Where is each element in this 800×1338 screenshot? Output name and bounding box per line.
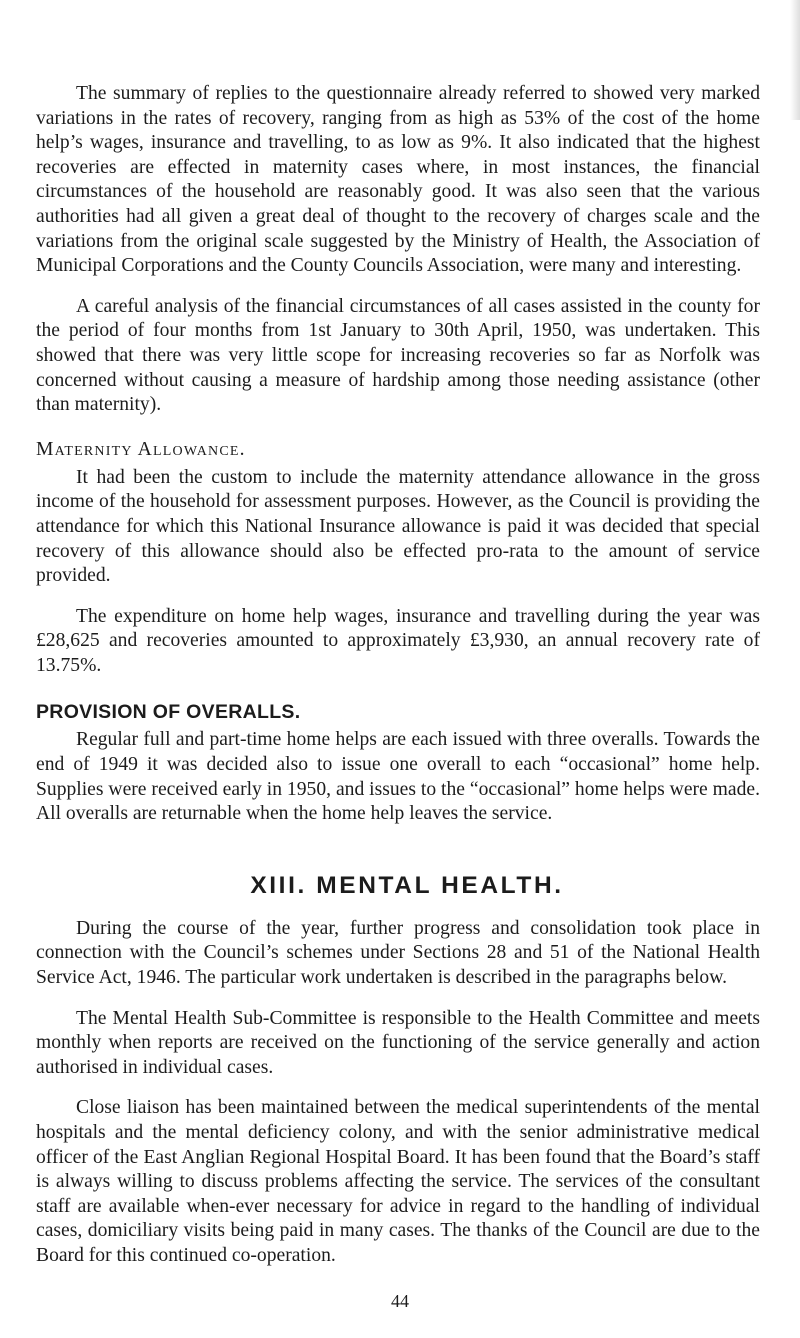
page-edge-shadow xyxy=(790,0,800,120)
paragraph-recovery-rates: The summary of replies to the questionnaire already referred to showed very marked variations in the rates of recovery, ranging from as high as 53% of the cost of the home help’s wages, insurance and travelling, to as low as 9%. It also indicated that the highest recoveries are effected in maternity cases where, in most instances, the financial circumstances of the household are reasonably good. It was also seen that the various authorities had all given a great deal of thought to the recovery of charges scale and the variations from the original scale suggested by the Ministry of Health, the Association of Municipal Corporations and the County Councils Association, were many and interesting. xyxy=(36,83,760,277)
heading-mental-health: XIII. MENTAL HEALTH. xyxy=(250,871,564,899)
heading-maternity-allowance: Maternity Allowance. xyxy=(36,438,246,460)
paragraph-financial-analysis: A careful analysis of the financial circumstances of all cases assisted in the county for the period of four months from 1st January to 30th April, 1950, was undertaken. This showed that there was very little scope for increasing recoveries so far as Norfolk was concerned without causing a measure of hardship among those needing assistance (other than maternity). xyxy=(36,295,760,416)
paragraph-overalls: Regular full and part-time home helps are each issued with three overalls. Towards the end of 1949 it was decided also to issue one overall to each “occasional” home help. Supplies were received early in 1950, and issues to the “occasional” home helps were made. All overalls are returnable when the home help leaves the service. xyxy=(36,729,760,825)
heading-provision-of-overalls: PROVISION OF OVERALLS. xyxy=(36,701,301,724)
document-page xyxy=(36,82,760,1269)
paragraph-maternity-custom: It had been the custom to include the maternity attendance allowance in the gross income of the household for assessment purposes. However, as the Council is providing the attendance for which this National Insurance allowance is paid it was decided that special recovery of this allowance should also be effected pro-rata to the amount of service provided. xyxy=(36,466,760,587)
page-number: 44 xyxy=(391,1291,409,1311)
paragraph-liaison: Close liaison has been maintained between the medical superintendents of the mental hospitals and the mental deficiency colony, and with the senior administrative medical officer of the East Anglian Regional Hospital Board. It has been found that the Board’s staff is always willing to discuss problems affecting the service. The services of the consultant staff are available when-ever necessary for advice in regard to the handling of individual cases, domiciliary visits being paid in many cases. The thanks of the Council are due to the Board for this continued co-operation. xyxy=(36,1097,760,1266)
paragraph-mental-progress: During the course of the year, further progress and consolidation took place in connection with the Council’s schemes under Sections 28 and 51 of the National Health Service Act, 1946. The particular work undertaken is described in the paragraphs below. xyxy=(36,917,760,989)
paragraph-expenditure: The expenditure on home help wages, insurance and travelling during the year was £28,625 and recoveries amounted to approximately £3,930, an annual recovery rate of 13.75%. xyxy=(36,605,760,676)
paragraph-sub-committee: The Mental Health Sub-Committee is responsible to the Health Committee and meets monthly when reports are received on the functioning of the service generally and action authorised in individual cases. xyxy=(36,1007,760,1078)
